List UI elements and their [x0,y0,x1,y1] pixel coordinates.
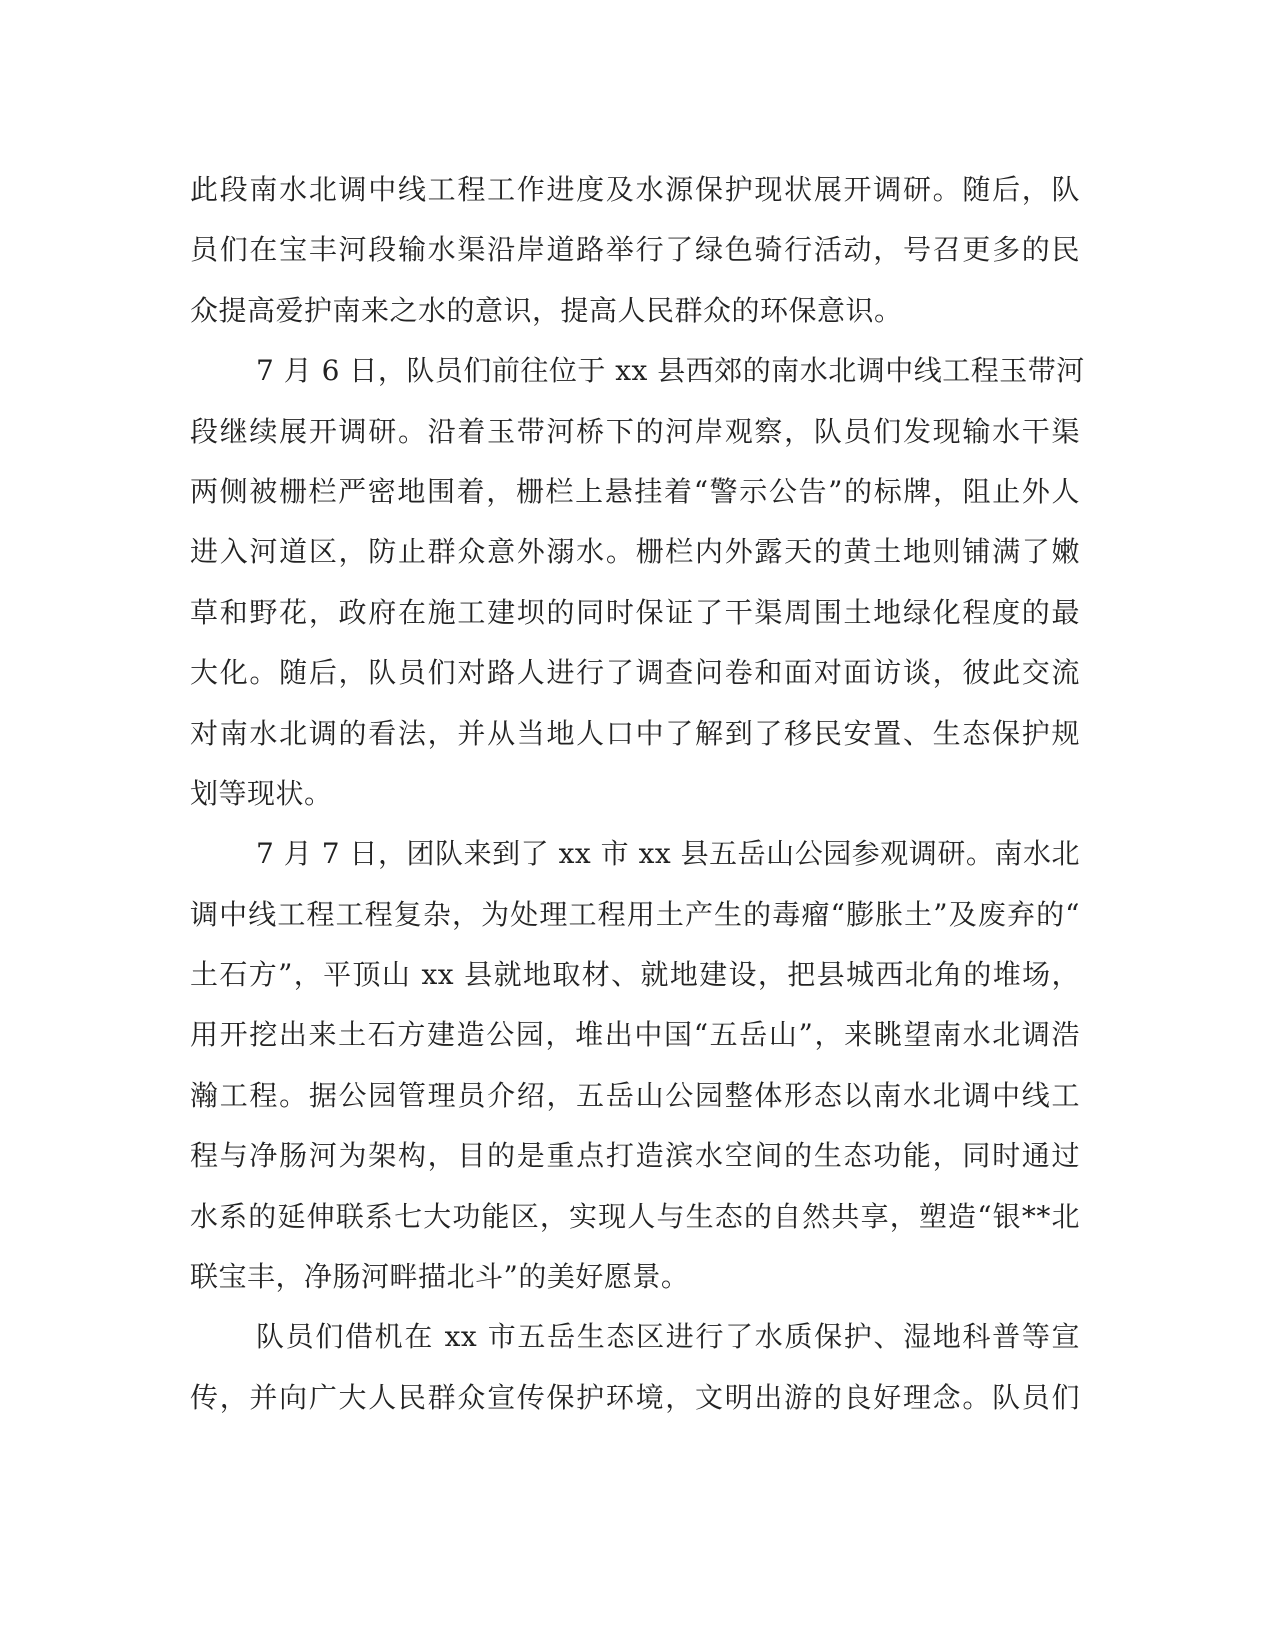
paragraph-line: 瀚工程。据公园管理员介绍，五岳山公园整体形态以南水北调中线工 [190,1078,1080,1112]
paragraph-line: 段继续展开调研。沿着玉带河桥下的河岸观察，队员们发现输水干渠 [190,414,1080,448]
paragraph-line: 7 月 6 日，队员们前往位于 xx 县西郊的南水北调中线工程玉带河 [256,354,1085,388]
paragraph-line: 员们在宝丰河段输水渠沿岸道路举行了绿色骑行活动，号召更多的民 [190,233,1080,267]
paragraph-line: 程与净肠河为架构，目的是重点打造滨水空间的生态功能，同时通过 [190,1139,1080,1173]
paragraph-line: 草和野花，政府在施工建坝的同时保证了干渠周围土地绿化程度的最 [190,595,1080,629]
paragraph-line: 大化。随后，队员们对路人进行了调查问卷和面对面访谈，彼此交流 [190,656,1080,690]
paragraph-line: 两侧被栅栏严密地围着，栅栏上悬挂着“警示公告”的标牌，阻止外人 [190,474,1080,508]
paragraph-line: 众提高爱护南来之水的意识，提高人民群众的环保意识。 [190,293,903,327]
paragraph-line: 水系的延伸联系七大功能区，实现人与生态的自然共享，塑造“银**北 [190,1199,1080,1233]
paragraph-line: 联宝丰，净肠河畔描北斗”的美好愿景。 [190,1260,690,1294]
paragraph-line: 7 月 7 日，团队来到了 xx 市 xx 县五岳山公园参观调研。南水北 [256,837,1080,871]
paragraph-line: 进入河道区，防止群众意外溺水。栅栏内外露天的黄土地则铺满了嫩 [190,535,1080,569]
paragraph-line: 用开挖出来土石方建造公园，堆出中国“五岳山”，来眺望南水北调浩 [190,1018,1080,1052]
paragraph-line: 划等现状。 [190,776,333,810]
paragraph-line: 调中线工程工程复杂，为处理工程用土产生的毒瘤“膨胀土”及废弃的“ [190,897,1080,931]
paragraph-line: 对南水北调的看法，并从当地人口中了解到了移民安置、生态保护规 [190,716,1080,750]
paragraph-line: 传，并向广大人民群众宣传保护环境，文明出游的良好理念。队员们 [190,1380,1080,1414]
paragraph-line: 土石方”，平顶山 xx 县就地取材、就地建设，把县城西北角的堆场， [190,958,1080,992]
paragraph-line: 队员们借机在 xx 市五岳生态区进行了水质保护、湿地科普等宣 [256,1320,1080,1354]
body-text [190,160,1085,1428]
paragraph-line: 此段南水北调中线工程工作进度及水源保护现状展开调研。随后，队 [190,173,1080,206]
